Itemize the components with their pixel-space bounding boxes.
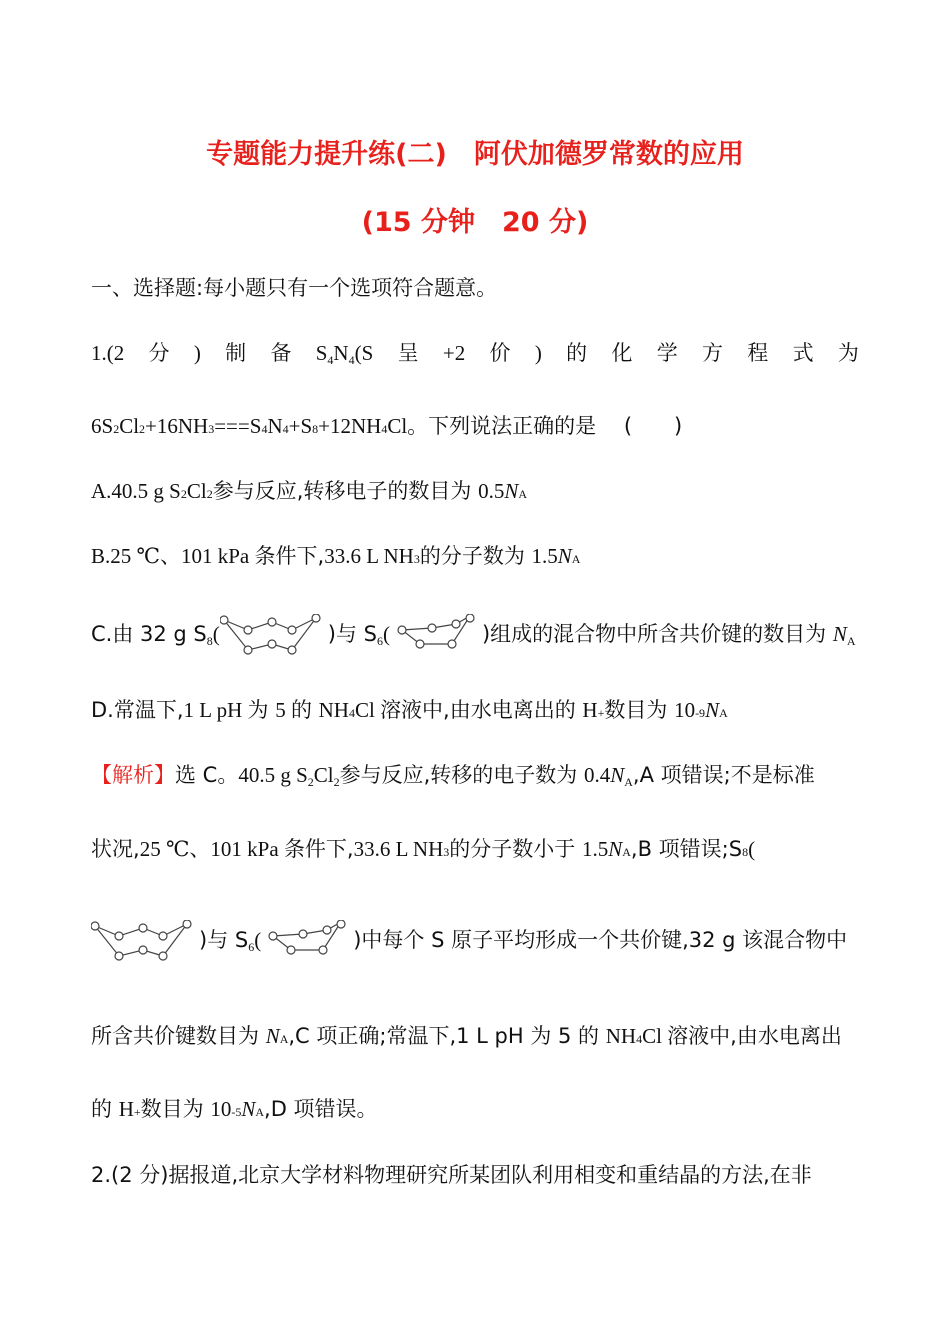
- text-run: 状况,: [91, 837, 140, 861]
- s8-ring-structure: [220, 614, 328, 658]
- text-run: 1 L pH: [183, 698, 248, 722]
- q2-line1: [91, 1160, 859, 1190]
- text-run: 3: [413, 552, 420, 566]
- text-run: ,C 项正确;常温下,1 L pH 为 5 的: [288, 1024, 606, 1048]
- text-run: 条件下,: [254, 544, 325, 568]
- text-run: 2: [307, 775, 314, 789]
- text-run: 33.6 L NH: [324, 544, 414, 568]
- text-run: -9: [695, 706, 706, 720]
- text-run: (S: [354, 341, 374, 365]
- text-run: N: [608, 837, 623, 861]
- q1-word: 化: [611, 341, 633, 365]
- text-run: 数目为: [140, 1097, 211, 1121]
- text-run: +: [597, 706, 605, 720]
- text-run: 的分子数为: [419, 544, 532, 568]
- q1-word: +2: [442, 341, 466, 365]
- q1-word: 分: [148, 341, 170, 365]
- q1-word: ): [193, 341, 201, 365]
- text-run: ,B 项错误;S: [630, 837, 743, 861]
- text-run: S: [315, 341, 328, 365]
- text-run: 参与反应,转移的电子数为: [339, 763, 584, 787]
- text-run: 的: [290, 698, 319, 722]
- analysis-label: 【解析】: [91, 763, 175, 787]
- analysis-line1: [91, 760, 859, 790]
- text-run: 1.5: [581, 837, 609, 861]
- text-run: N: [265, 1024, 280, 1048]
- text-run: B.25 ℃、101 kPa: [91, 544, 255, 568]
- text-run: 8: [206, 634, 213, 648]
- text-run: D.常温下,: [91, 698, 184, 722]
- text-run: A: [719, 706, 728, 720]
- text-run: NH: [605, 1024, 637, 1048]
- text-run: -5: [231, 1105, 242, 1119]
- text-run: N: [832, 622, 847, 646]
- text-run: ===S: [214, 414, 262, 438]
- q1-word: 价: [489, 341, 511, 365]
- analysis-line3: [91, 910, 847, 970]
- text-run: N: [267, 414, 283, 438]
- text-run: A: [518, 487, 527, 501]
- text-run: (: [254, 928, 262, 952]
- text-run: 10: [210, 1097, 232, 1121]
- text-run: 2: [333, 775, 340, 789]
- q1-line2: [91, 411, 859, 441]
- text-run: H: [118, 1097, 134, 1121]
- text-run: N: [504, 479, 519, 503]
- q1-word: ): [534, 341, 542, 365]
- text-run: 溶液中,由水电离出的: [380, 698, 583, 722]
- text-run: Cl: [313, 763, 334, 787]
- text-run: 0.4: [583, 763, 611, 787]
- text-run: 8: [742, 845, 749, 859]
- text-run: 3: [443, 845, 450, 859]
- q1-word: 呈: [397, 341, 419, 365]
- text-run: 4: [348, 706, 355, 720]
- analysis-line4: [91, 1021, 859, 1051]
- text-run: (: [748, 837, 756, 861]
- text-run: N: [241, 1097, 256, 1121]
- option-b: [91, 541, 859, 571]
- option-d: [91, 695, 859, 725]
- option-c: [91, 604, 859, 664]
- text-run: 6: [376, 634, 383, 648]
- text-run: Cl: [387, 414, 408, 438]
- page-subtitle: (15 分钟 20 分): [361, 207, 589, 238]
- q1-word: 式: [792, 341, 814, 365]
- text-run: )与 S: [327, 622, 377, 646]
- text-run: (: [212, 622, 220, 646]
- text-run: A: [571, 552, 581, 566]
- text-run: 5: [275, 698, 291, 722]
- text-run: 40.5 g S: [238, 763, 308, 787]
- text-run: N: [333, 341, 349, 365]
- q1-line1: [91, 338, 859, 368]
- text-run: 4: [261, 422, 268, 436]
- analysis-line2: [91, 834, 859, 864]
- text-run: Cl: [354, 698, 381, 722]
- q1-word: 1.(2: [91, 341, 125, 365]
- text-run: )组成的混合物中所含共价键的数目为: [481, 622, 833, 646]
- text-run: )与 S: [199, 928, 249, 952]
- text-run: 条件下,: [283, 837, 354, 861]
- section-heading: 一、选择题:每小题只有一个选项符合题意。: [91, 276, 498, 300]
- text-run: 选 C。: [175, 763, 239, 787]
- text-run: +: [133, 1105, 141, 1119]
- text-run: (: [382, 622, 390, 646]
- q1-word: 方: [702, 341, 723, 365]
- text-run: 2: [180, 487, 187, 501]
- q1-word: 的: [566, 341, 588, 365]
- text-run: 8: [312, 422, 319, 436]
- q1-word: 备: [270, 341, 292, 365]
- text-run: 2.(2 分)据报道,北京大学材料物理研究所某团队利用相变和重结晶的方法,在非: [91, 1163, 812, 1187]
- s8-ring-structure-2: [91, 920, 199, 964]
- s6-ring-structure: [390, 614, 482, 658]
- text-run: 2: [139, 422, 146, 436]
- q1-word: 为: [837, 341, 859, 365]
- text-run: 为: [247, 698, 276, 722]
- text-run: Cl: [642, 1024, 668, 1048]
- text-run: 6: [248, 940, 255, 954]
- text-run: 3: [208, 422, 215, 436]
- text-run: A.40.5 g S: [91, 479, 181, 503]
- text-run: 0.5: [478, 479, 505, 503]
- q1-word: 学: [656, 341, 678, 365]
- text-run: ,D 项错误。: [264, 1097, 378, 1121]
- text-run: 10: [674, 698, 696, 722]
- page-title: 专题能力提升练(二) 阿伏加德罗常数的应用: [206, 139, 744, 170]
- text-run: 6S: [91, 414, 114, 438]
- text-run: A: [255, 1105, 265, 1119]
- text-run: +16NH: [145, 414, 209, 438]
- text-run: NH: [318, 698, 349, 722]
- text-run: 的分子数小于: [449, 837, 582, 861]
- text-run: 4: [327, 353, 334, 367]
- text-run: +12NH: [318, 414, 382, 438]
- q1-word: [316, 338, 374, 368]
- text-run: 。下列说法正确的是 ( ): [407, 414, 683, 438]
- text-run: N: [705, 698, 720, 722]
- text-run: N: [610, 763, 625, 787]
- q1-word: 制: [225, 341, 247, 365]
- text-run: 溶液中,由水电离出: [667, 1024, 842, 1048]
- text-run: N: [557, 544, 572, 568]
- text-run: 33.6 L NH: [353, 837, 444, 861]
- text-run: 2: [113, 422, 120, 436]
- text-run: A: [624, 775, 633, 789]
- text-run: 的: [91, 1097, 119, 1121]
- text-run: 数目为: [604, 698, 675, 722]
- text-run: A: [846, 634, 856, 648]
- s6-ring-structure-2: [261, 920, 353, 964]
- text-run: ,A 项错误;不是标准: [632, 763, 815, 787]
- option-a: [91, 476, 859, 506]
- text-run: A: [622, 845, 631, 859]
- text-run: A: [279, 1032, 289, 1046]
- text-run: Cl: [119, 414, 140, 438]
- text-run: 4: [636, 1032, 643, 1046]
- text-run: H: [582, 698, 598, 722]
- q1-word: 程: [747, 341, 769, 365]
- text-run: 1.5: [531, 544, 558, 568]
- text-run: 4: [348, 353, 355, 367]
- text-run: 4: [381, 422, 388, 436]
- text-run: Cl: [186, 479, 207, 503]
- text-run: 参与反应,转移电子的数目为: [212, 479, 479, 503]
- text-run: )中每个 S 原子平均形成一个共价键,32 g 该混合物中: [353, 928, 848, 952]
- text-run: 2: [206, 487, 213, 501]
- text-run: 所含共价键数目为: [91, 1024, 266, 1048]
- text-run: 25 ℃、101 kPa: [139, 837, 284, 861]
- analysis-line5: [91, 1094, 859, 1124]
- text-run: C.由 32 g S: [91, 622, 207, 646]
- text-run: 4: [282, 422, 289, 436]
- text-run: +S: [288, 414, 313, 438]
